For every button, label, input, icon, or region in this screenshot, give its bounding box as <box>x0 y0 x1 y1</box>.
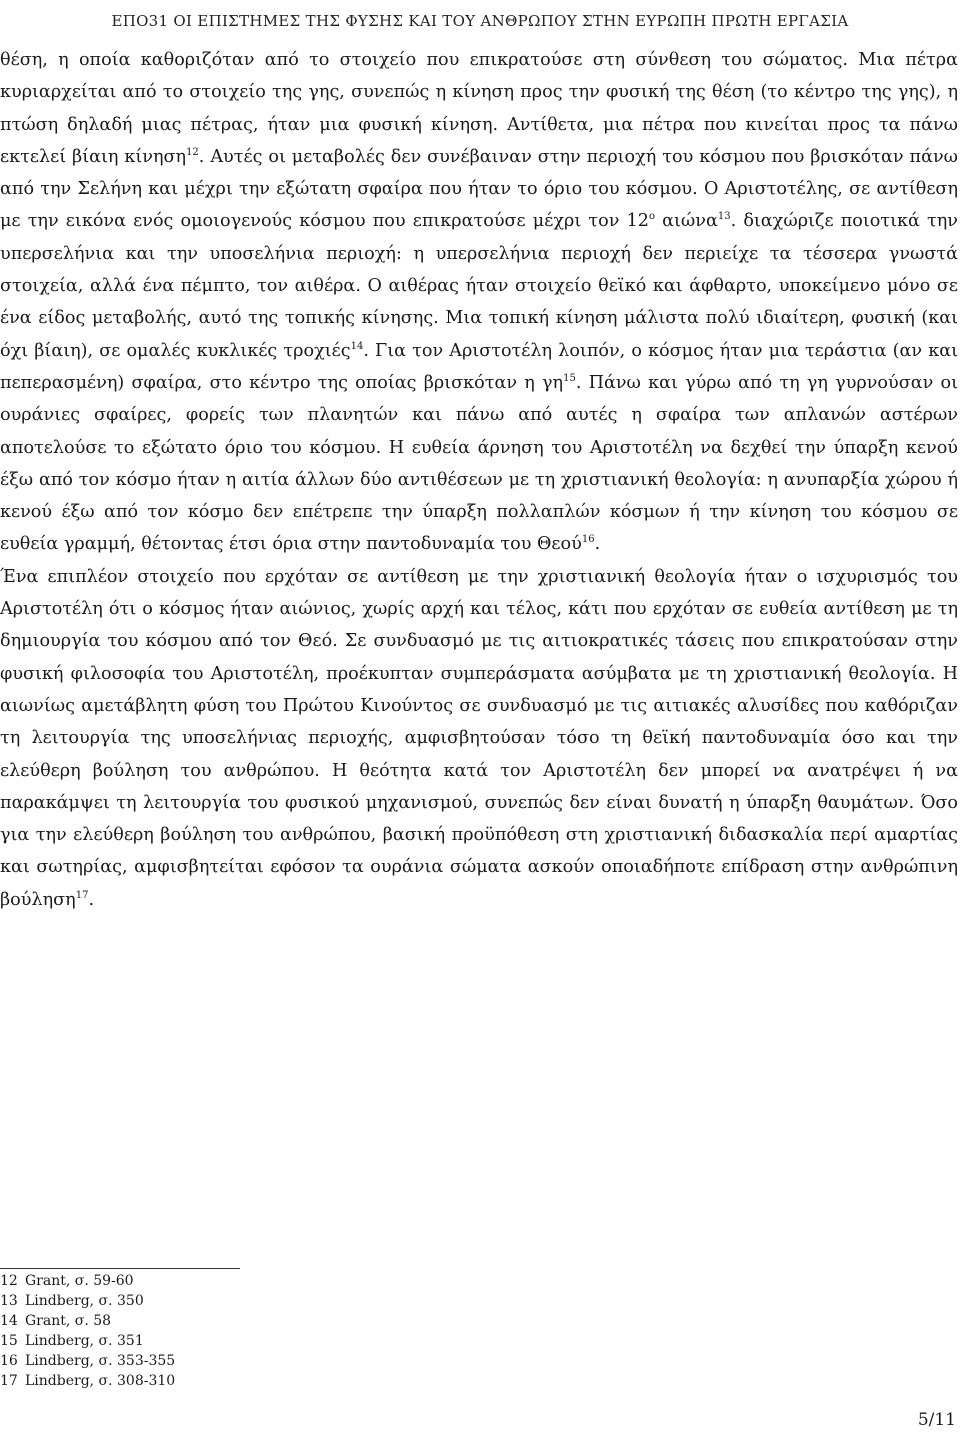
footnote-item <box>0 1351 175 1371</box>
footnote-item <box>0 1291 175 1311</box>
header-title: ΕΠΟ31 ΟΙ ΕΠΙΣΤΗΜΕΣ ΤΗΣ ΦΥΣΗΣ ΚΑΙ ΤΟΥ ΑΝΘΡΩΠΟΥ ΣΤΗΝ ΕΥΡΩΠΗ ΠΡΩΤΗ ΕΡΓΑΣΙΑ <box>111 12 849 30</box>
footnote-ref[interactable]: 14 <box>350 340 364 352</box>
body-text <box>0 44 958 916</box>
page-number: 5/11 <box>917 1410 956 1430</box>
text-span: . Πάνω και γύρω από τη γη γυρνούσαν οι ουράνιες σφαίρες, φορείς των πλανητών και πάνω από αυτές η σφαίρα των απλανών αστέρων αποτελούσε το εξώτατο όριο του κόσμου. Η ευθεία άρνηση του Αριστοτέλη να δεχθεί την ύπαρξη κενού έξω από τον κόσμο ήταν η αιτία άλλων δύο αντιθέσεων με τη χριστιανική θεολογία: η ανυπαρξία χώρου ή κενού έξω από τον κόσμο δεν επέτρεπε την ύπαρξη πολλαπλών κόσμων ή την κίνηση του κόσμου σε ευθεία γραμμή, θέτοντας έτσι όρια στην παντοδυναμία του Θεού <box>0 372 958 555</box>
footnote-text: Grant, σ. 59-60 <box>25 1273 134 1289</box>
footnote-text: Lindberg, σ. 350 <box>25 1293 144 1309</box>
ordinal-superscript: ο <box>648 211 655 223</box>
footnote-separator <box>0 1268 240 1269</box>
text-span: θέση, η οποία καθοριζόταν από το στοιχείο που επικρατούσε στη σύνθεση του σώματος. Μια πέτρα κυριαρχείται από το στοιχείο της γης, συνεπώς η κίνηση προς την φυσική της θέση (το κέντρο της γης), η πτώση δηλαδή μιας πέτρας, ήταν μια φυσική κίνηση. Αντίθετα, μια πέτρα που κινείται προς τα πάνω εκτελεί βίαιη κίνηση <box>0 50 958 167</box>
footnote-item <box>0 1311 175 1331</box>
paragraph-2 <box>0 561 958 916</box>
footnote-text: Grant, σ. 58 <box>25 1313 112 1329</box>
footnote-number: 12 <box>0 1273 18 1289</box>
footnote-number: 14 <box>0 1313 18 1329</box>
footnotes <box>0 1271 175 1391</box>
paragraph-1 <box>0 44 958 561</box>
footnote-ref[interactable]: 13 <box>717 211 731 223</box>
footnote-ref[interactable]: 16 <box>581 534 595 546</box>
footnote-text: Lindberg, σ. 351 <box>25 1333 144 1349</box>
text-span: . Αυτές οι μεταβολές δεν συνέβαιναν στην περιοχή του κόσμου που βρισκόταν πάνω από την Σελήνη και μέχρι την εξώτατη σφαίρα που ήταν το όριο του κόσμου. Ο Αριστοτέλης, σε αντίθεση με την εικόνα ενός ομοιογενούς κόσμου που επικρατούσε μέχρι τον 12 <box>0 146 958 232</box>
footnote-number: 17 <box>0 1373 18 1389</box>
footnote-number: 13 <box>0 1293 18 1309</box>
footnote-number: 16 <box>0 1353 18 1369</box>
text-span: . <box>594 534 601 555</box>
footnote-text: Lindberg, σ. 308-310 <box>25 1373 176 1389</box>
footnote-ref[interactable]: 12 <box>186 146 199 158</box>
text-span: . <box>88 889 95 910</box>
footnote-ref[interactable]: 17 <box>75 889 89 901</box>
footnote-item <box>0 1271 175 1291</box>
running-header <box>0 0 960 42</box>
footnote-number: 15 <box>0 1333 18 1349</box>
text-span: . διαχώριζε ποιοτικά την υπερσελήνια και την υποσελήνια περιοχή: η υπερσελήνια περιοχή δεν περιείχε τα τέσσερα γνωστά στοιχεία, αλλά ένα πέμπτο, τον αιθέρα. Ο αιθέρας ήταν στοιχείο θεϊκό και άφθαρτο, υποκείμενο μόνο σε ένα είδος μεταβολής, αυτό της τοπικής κίνησης. Μια τοπική κίνηση μάλιστα πολύ ιδιαίτερη, φυσική (και όχι βίαιη), σε ομαλές κυκλικές τροχιές <box>0 211 959 361</box>
footnote-item <box>0 1371 175 1391</box>
footnote-item <box>0 1331 175 1351</box>
text-span: Ένα επιπλέον στοιχείο που ερχόταν σε αντίθεση με την χριστιανική θεολογία ήταν ο ισχυρισμός του Αριστοτέλη ότι ο κόσμος ήταν αιώνιος, χωρίς αρχή και τέλος, κάτι που ερχόταν σε ευθεία αντίθεση με τη δημιουργία του κόσμου από τον Θεό. Σε συνδυασμό με τις αιτιοκρατικές τάσεις που επικρατούσαν στην φυσική φιλοσοφία του Αριστοτέλη, προέκυπταν συμπεράσματα ασύμβατα με τη χριστιανική θεολογία. Η αιωνίως αμετάβλητη φύση του Πρώτου Κινούντος σε συνδυασμό με τις αιτιακές αλυσίδες που καθόριζαν τη λειτουργία της υποσελήνιας περιοχής, αμφισβητούσαν τόσο τη θεϊκή παντοδυναμία όσο και την ελεύθερη βούληση του ανθρώπου. Η θεότητα κατά τον Αριστοτέλη δεν μπορεί να ανατρέψει ή να παρακάμψει τη λειτουργία του φυσικού μηχανισμού, συνεπώς δεν είναι δυνατή η ύπαρξη θαυμάτων. Όσο για την ελεύθερη βούληση του ανθρώπου, βασική προϋπόθεση στη χριστιανική διδασκαλία περί αμαρτίας και σωτηρίας, αμφισβητείται εφόσον τα ουράνια σώματα ασκούν οποιαδήποτε επίδραση στην ανθρώπινη βούληση <box>0 566 958 910</box>
footnote-text: Lindberg, σ. 353-355 <box>25 1353 176 1369</box>
text-span: αιώνα <box>654 211 718 232</box>
text-span: . Για τον Αριστοτέλη λοιπόν, ο κόσμος ήταν μια τεράστια (αν και πεπερασμένη) σφαίρα, στο κέντρο της οποίας βρισκόταν η γη <box>0 340 958 393</box>
footnote-ref[interactable]: 15 <box>563 372 576 384</box>
